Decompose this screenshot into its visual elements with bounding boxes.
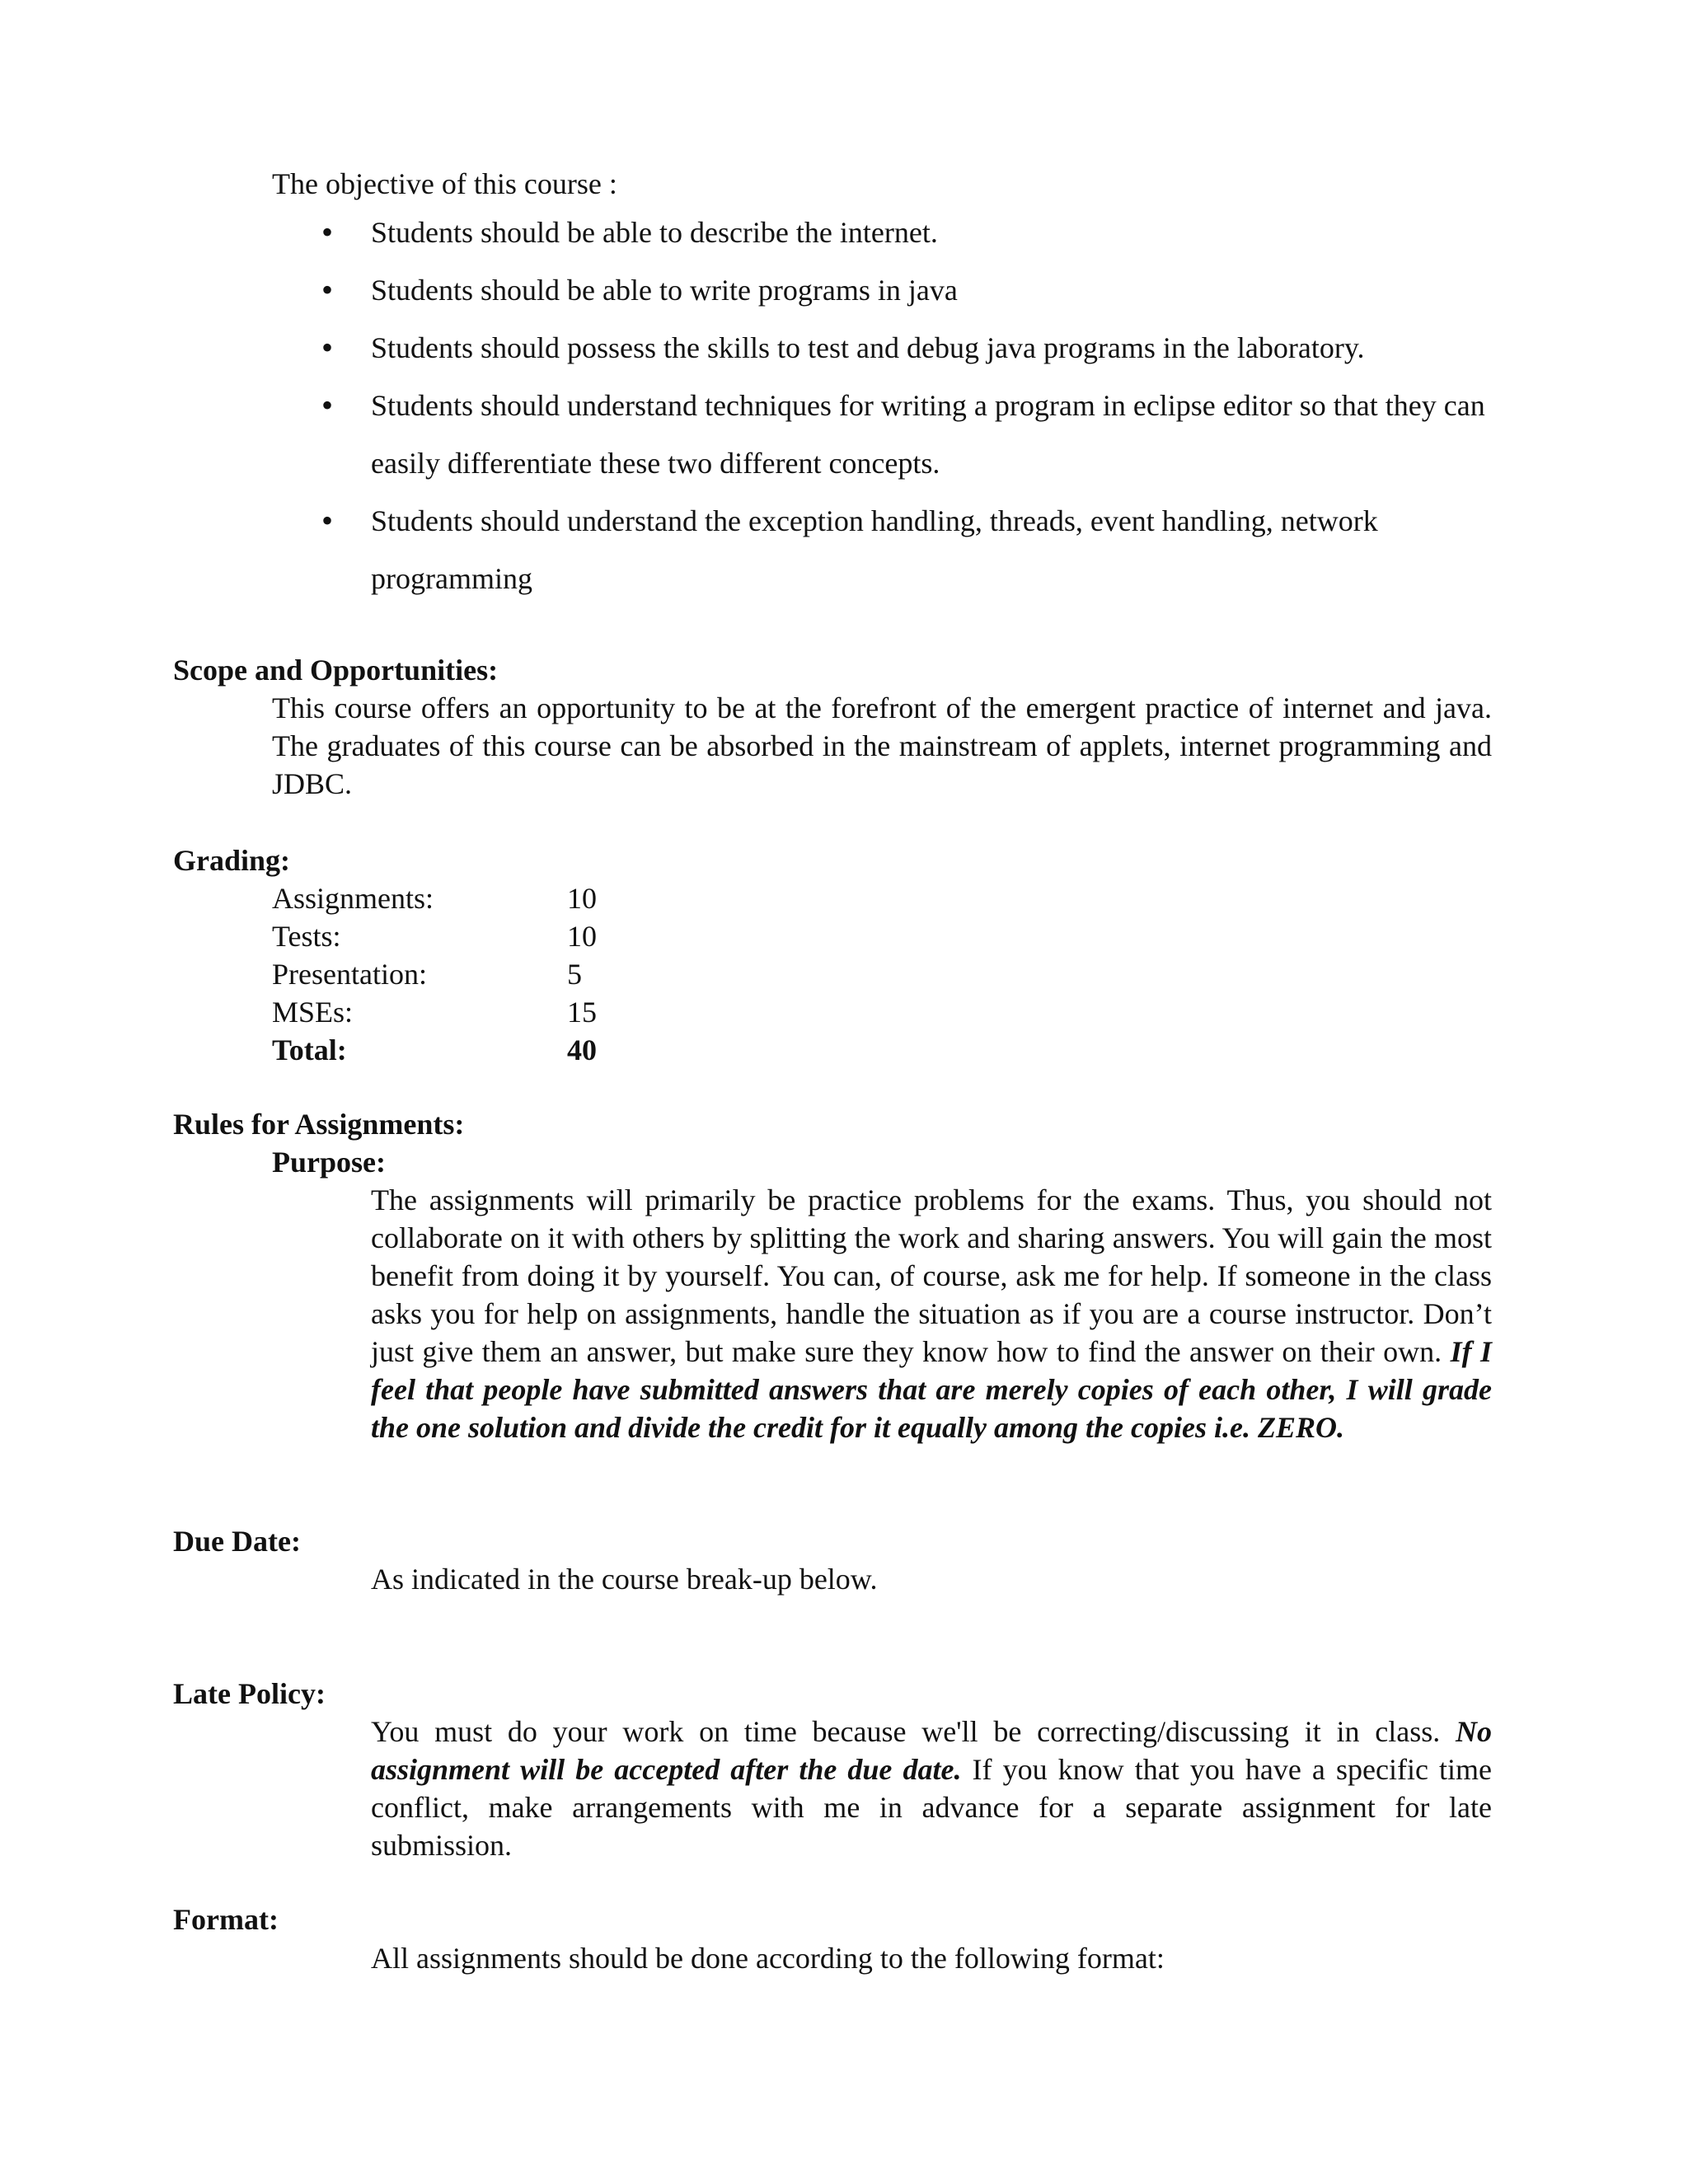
purpose-emphasis: If I feel that people have submitted answers that are merely copies of each other, I will grade the one solution and divide the credit for it equally among the copies i.e. ZERO. — [371, 1335, 1492, 1444]
late-policy-emphasis: No assignment will be accepted after the due date. — [371, 1715, 1493, 1786]
late-policy-text: You must do your work on time because we'll be correcting/discussing it in class. No assignment will be accepted after the due date. If you know that you have a specific time conflict, make arrangements with me in advance for a separate assignment for late submission. — [371, 1715, 1493, 1862]
grading-heading: Grading: — [173, 844, 291, 877]
format-heading: Format: — [173, 1903, 279, 1936]
purpose-text: The assignments will primarily be practice problems for the exams. Thus, you should not collaborate on it with others by splitting the work and sharing answers. You will gain the most benefit from doing it by yourself. You can, of course, ask me for help. If someone in the class asks you for help on assignments, handle the situation as if you are a course instructor. Don’t just give them an answer, but make sure they know how to find the answer on their own. If I feel that people have submitted answers that are merely copies of each other, I will grade the one solution and divide the credit for it equally among the copies i.e. ZERO. — [371, 1183, 1492, 1444]
grading-total-value: 40 — [567, 1033, 597, 1066]
objectives-list — [321, 204, 1492, 607]
list-item: • Students should be able to describe the internet. — [321, 204, 1492, 261]
bullet-icon: • — [321, 271, 334, 308]
bullet-icon: • — [321, 387, 334, 424]
due-date-text: As indicated in the course break-up below. — [371, 1563, 878, 1596]
scope-heading: Scope and Opportunities: — [173, 654, 499, 687]
objectives-intro: The objective of this course : — [272, 167, 617, 200]
grading-total-label: Total: — [272, 1033, 347, 1066]
table-row: Tests: 10 — [272, 920, 597, 953]
list-item: • Students should understand techniques for writing a program in eclipse editor so that they can easily differentiate these two different concepts. — [321, 377, 1492, 492]
format-text: All assignments should be done according to the following format: — [371, 1942, 1165, 1975]
table-row: Presentation: 5 — [272, 958, 582, 991]
table-row: MSEs: 15 — [272, 996, 597, 1029]
rules-heading: Rules for Assignments: — [173, 1108, 465, 1141]
bullet-icon: • — [321, 329, 334, 366]
due-date-heading: Due Date: — [173, 1525, 301, 1558]
list-item: • Students should be able to write programs in java — [321, 261, 1492, 319]
bullet-icon: • — [321, 213, 334, 251]
grading-table — [272, 879, 633, 1069]
grading-total-row — [272, 1031, 633, 1069]
late-policy-heading: Late Policy: — [173, 1677, 326, 1710]
table-row: Assignments: 10 — [272, 882, 597, 915]
list-item: • Students should understand the exception handling, threads, event handling, network programming — [321, 492, 1492, 607]
bullet-icon: • — [321, 502, 334, 539]
list-item: • Students should possess the skills to test and debug java programs in the laboratory. — [321, 319, 1492, 377]
purpose-heading: Purpose: — [272, 1146, 386, 1179]
scope-text: This course offers an opportunity to be at the forefront of the emergent practice of internet and java. The graduates of this course can be absorbed in the mainstream of applets, internet programming and JDBC. — [272, 691, 1492, 800]
